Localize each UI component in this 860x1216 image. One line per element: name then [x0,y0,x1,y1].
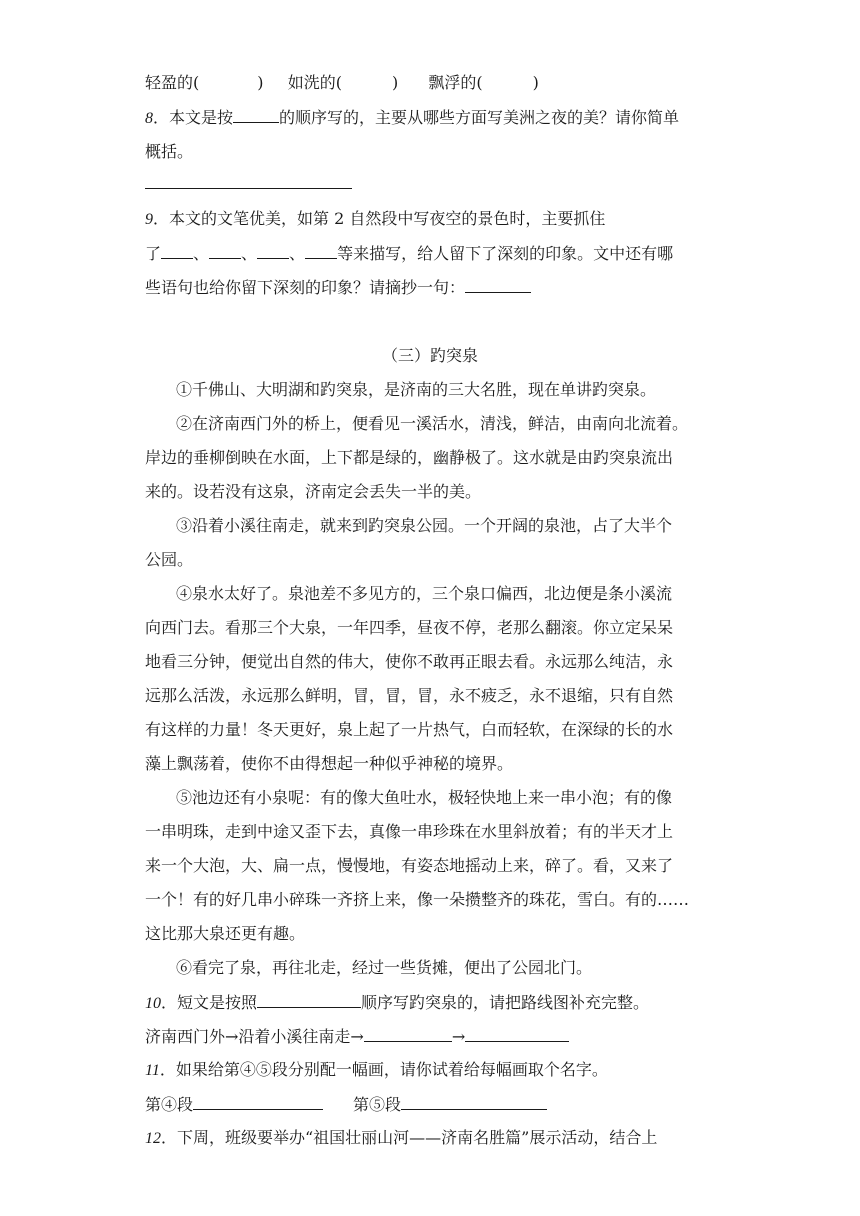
question-8-line-1: 8．本文是按 的顺序写的，主要从哪些方面写美洲之夜的美？请你简单 [145,108,680,127]
passage-line: 有这样的力量！冬天更好，泉上起了一片热气，白而轻软，在深绿的长的水 [145,720,674,739]
passage-line: 一个！有的好几串小碎珠一齐挤上来，像一朵攒整齐的珠花，雪白。有的…… [145,890,690,909]
passage-line: ①千佛山、大明湖和趵突泉，是济南的三大名胜，现在单讲趵突泉。 [176,380,657,399]
question-10-line-1: 10．短文是按照 顺序写趵突泉的，请把路线图补充完整。 [145,993,650,1012]
passage-line: 一串明珠，走到中途又歪下去，真像一串珍珠在水里斜放着；有的半天才上 [145,822,674,841]
answer-blank[interactable] [465,1025,569,1042]
passage-line: 来一个大泡，大、扁一点，慢慢地，有姿态地摇动上来，碎了。看，又来了 [145,856,674,875]
answer-blank[interactable] [257,991,361,1008]
answer-blank[interactable] [209,242,241,259]
passage-line: 远那么活泼，永远那么鲜明，冒，冒，冒，永不疲乏，永不退缩，只有自然 [145,686,674,705]
question-9-line-3: 些语句也给你留下深刻的印象？请摘抄一句： [145,276,531,299]
passage-line: 藻上飘荡着，使你不由得想起一种似乎神秘的境界。 [145,754,514,773]
question-8-line-2: 概括。 [145,142,194,161]
answer-blank[interactable] [401,1093,547,1110]
answer-blank[interactable] [257,242,289,259]
question-12-line-1: 12．下周，班级要举办“祖国壮丽山河——济南名胜篇”展示活动，结合上 [145,1128,658,1147]
passage-line: 来的。设若没有这泉，济南定会丢失一半的美。 [145,482,482,501]
answer-line[interactable] [145,188,352,189]
answer-blank[interactable] [233,106,279,123]
passage-line: ④泉水太好了。泉池差不多见方的，三个泉口偏西，北边便是条小溪流 [176,584,673,603]
q7-word-line: 轻盈的( ) 如洗的( ) 飘浮的( ) [145,73,539,92]
passage-line: 公园。 [145,550,194,569]
question-10-route: 济南西门外→沿着小溪往南走→ → [145,1025,569,1048]
passage-line: ③沿着小溪往南走，就来到趵突泉公园。一个开阔的泉池，占了大半个 [176,516,673,535]
answer-blank[interactable] [193,1093,323,1110]
passage-title: （三）趵突泉 [381,346,478,365]
answer-blank[interactable] [161,242,193,259]
question-11-line-1: 11．如果给第④⑤段分别配一幅画，请你试着给每幅画取个名字。 [145,1060,608,1079]
passage-line: ⑥看完了泉，再往北走，经过一些货摊，便出了公园北门。 [176,958,593,977]
question-9-line-2: 了 、 、 、 等来描写，给人留下了深刻的印象。文中还有哪 [145,244,674,263]
passage-line: ②在济南西门外的桥上，便看见一溪活水，清浅，鲜洁，由南向北流着。 [176,414,689,433]
passage-line: 这比那大泉还更有趣。 [145,924,306,943]
answer-blank[interactable] [465,276,531,293]
answer-blank[interactable] [364,1025,452,1042]
passage-line: ⑤池边还有小泉呢：有的像大鱼吐水，极轻快地上来一串小泡；有的像 [176,788,673,807]
passage-line: 岸边的垂柳倒映在水面，上下都是绿的，幽静极了。这水就是由趵突泉流出 [145,448,674,467]
passage-line: 地看三分钟，便觉出自然的伟大，使你不敢再正眼去看。永远那么纯洁，永 [145,652,674,671]
passage-line: 向西门去。看那三个大泉，一年四季，昼夜不停，老那么翻滚。你立定呆呆 [145,618,674,637]
answer-blank[interactable] [305,242,337,259]
question-9-line-1: 9．本文的文笔优美，如第 2 自然段中写夜空的景色时，主要抓住 [145,209,606,228]
question-11-answers: 第④段 第⑤段 [145,1093,547,1116]
